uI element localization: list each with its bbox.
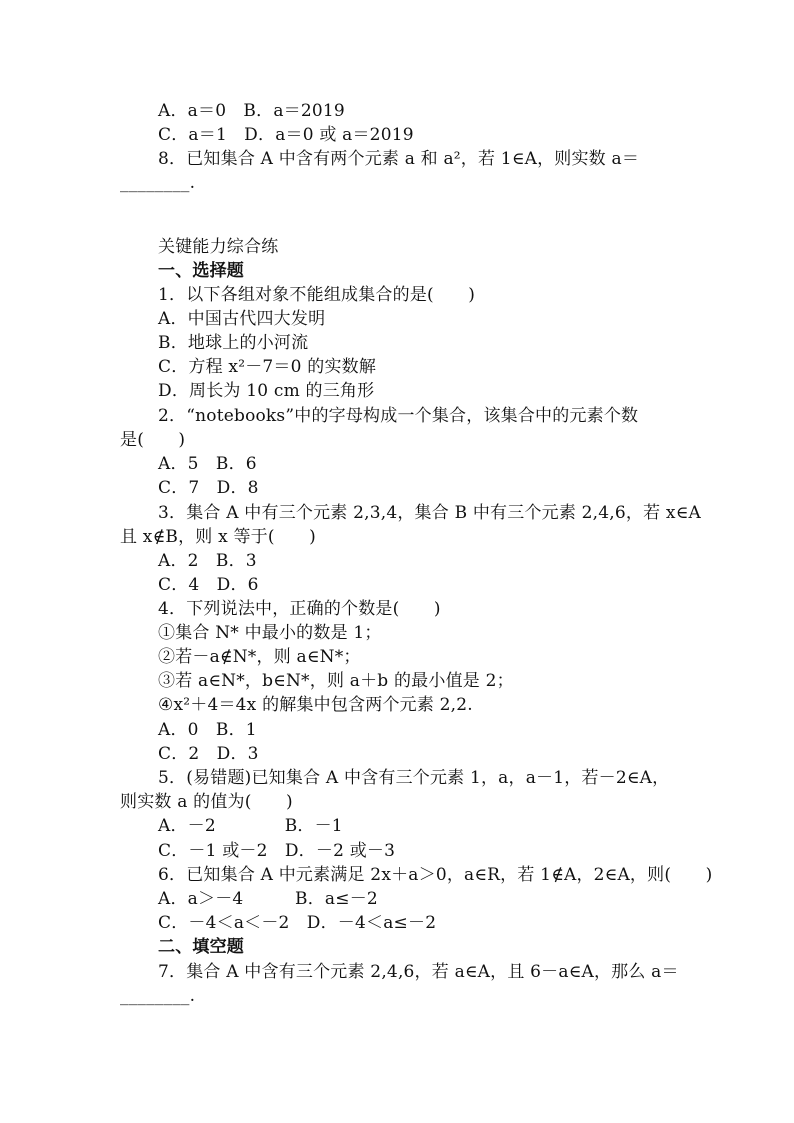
- text-line: A．5 B．6: [158, 454, 257, 474]
- text-line: C．－1 或－2 D．－2 或－3: [158, 841, 396, 861]
- text-line: C．2 D．3: [158, 744, 259, 764]
- text-line: ③若 a∈N*，b∈N*，则 a＋b 的最小值是 2；: [158, 671, 514, 691]
- text-line: A．0 B．1: [158, 720, 257, 740]
- text-line: B．地球上的小河流: [158, 333, 309, 353]
- section-heading: 二、填空题: [158, 937, 244, 957]
- text-line: 2．“notebooks”中的字母构成一个集合，该集合中的元素个数: [158, 406, 639, 426]
- text-line: 且 x∉B，则 x 等于( ): [120, 527, 316, 547]
- text-line: 8．已知集合 A 中含有两个元素 a 和 a²，若 1∈A，则实数 a＝: [158, 149, 640, 169]
- section-heading: 一、选择题: [158, 261, 244, 281]
- text-line: ①集合 N* 中最小的数是 1；: [158, 623, 382, 643]
- text-line: 1．以下各组对象不能组成集合的是( ): [158, 285, 476, 305]
- text-line: ②若－a∉N*，则 a∈N*；: [158, 647, 361, 667]
- text-line: A．中国古代四大发明: [158, 309, 326, 329]
- text-line: A．2 B．3: [158, 551, 257, 571]
- text-line: 4．下列说法中，正确的个数是( ): [158, 599, 441, 619]
- text-line: D．周长为 10 cm 的三角形: [158, 381, 375, 401]
- text-line: A．－2 B．－1: [158, 816, 343, 836]
- text-line: ________.: [120, 986, 196, 1006]
- text-line: C．7 D．8: [158, 478, 259, 498]
- text-line: 7．集合 A 中含有三个元素 2,4,6，若 a∈A，且 6－a∈A，那么 a＝: [158, 962, 679, 982]
- text-line: 是( ): [120, 430, 186, 450]
- text-line: ④x²＋4＝4x 的解集中包含两个元素 2,2.: [158, 695, 473, 715]
- text-line: 5．(易错题)已知集合 A 中含有三个元素 1，a，a－1，若－2∈A，: [158, 768, 670, 788]
- text-line: 6．已知集合 A 中元素满足 2x＋a＞0，a∈R，若 1∉A，2∈A，则( ): [158, 865, 713, 885]
- text-line: 则实数 a 的值为( ): [120, 792, 293, 812]
- text-line: C．－4＜a＜－2 D．－4＜a≤－2: [158, 913, 437, 933]
- text-line: 关键能力综合练: [158, 237, 279, 257]
- text-line: A．a＞－4 B．a≤－2: [158, 889, 378, 909]
- text-line: A．a＝0 B．a＝2019: [158, 101, 345, 121]
- text-line: C．a＝1 D．a＝0 或 a＝2019: [158, 125, 414, 145]
- text-line: 3．集合 A 中有三个元素 2,3,4，集合 B 中有三个元素 2,4,6，若 x∈A: [158, 503, 701, 523]
- text-line: C．方程 x²－7＝0 的实数解: [158, 357, 377, 377]
- text-line: C．4 D．6: [158, 575, 259, 595]
- text-line: ________.: [120, 173, 196, 193]
